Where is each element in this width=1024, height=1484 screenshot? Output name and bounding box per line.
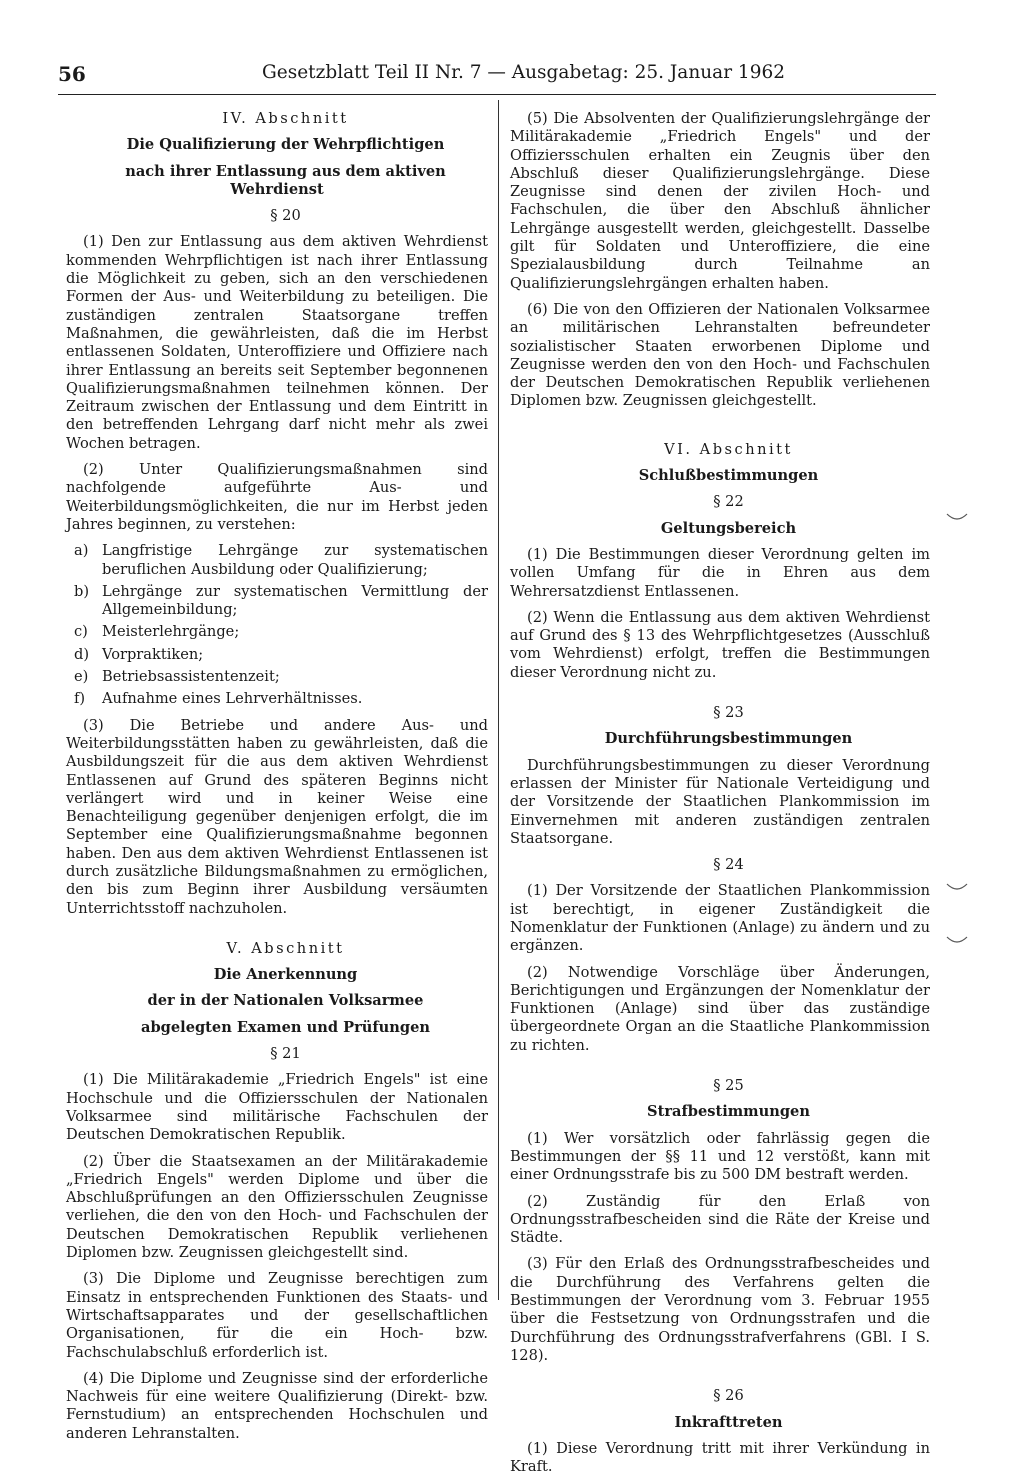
- list-marker: a): [74, 542, 89, 560]
- list-item: [66, 583, 488, 620]
- margin-mark-icon: [946, 935, 968, 945]
- page-number: 56: [58, 62, 86, 86]
- paragraph-text: (2) Notwendige Vorschläge über Änderungen, Berichtigungen und Ergänzungen der Nomenklatur der Funktionen (Anlage) sind über das zuständige übergeordnete Organ an die Staatliche Plankommission zu richten.: [510, 963, 930, 1054]
- section-heading: V. Abschnitt: [226, 939, 345, 957]
- paragraph-text: (3) Die Betriebe und andere Aus- und Weiterbildungsstätten haben zu gewährleisten, daß die Ausbildungszeit für die aus dem aktiven Wehrdienst Entlassenen auf Grund des späteren Beginns nicht verlängert wird und in keiner Weise eine Benachteiligung gegenüber denjenigen erfolgt, die im September eine Qualifizierungsmaßnahme begonnen haben. Den aus dem aktiven Wehrdienst Entlassenen ist durch zusätzliche Bildungsmaßnahmen zu ermöglichen, den bis zum Beginn ihrer Ausbildung versäumten Unterrichtsstoff nachzuholen.: [66, 716, 488, 917]
- enumeration-list: [66, 542, 488, 708]
- section-heading: VI. Abschnitt: [664, 440, 793, 458]
- paragraph-text: (3) Die Diplome und Zeugnisse berechtigen zum Einsatz in entsprechenden Funktionen des Staats- und Wirtschaftsapparates und der gesellschaftlichen Organisationen, für die ein Hoch- bzw. Fachschulabschluß erforderlich ist.: [66, 1270, 488, 1361]
- paragraph-text: (2) Über die Staatsexamen an der Militärakademie „Friedrich Engels" werden Diplome und über die Abschlußprüfungen an den Offiziersschulen Zeugnisse verliehen, die den von den Hoch- und Fachschulen der Deutschen Demokratischen Republik verliehenen Diplomen bzw. Zeugnissen gleichgestellt sind.: [66, 1152, 488, 1262]
- right-column: [510, 110, 930, 1484]
- spacer: [510, 1063, 930, 1077]
- paragraph-text: (1) Die Bestimmungen dieser Verordnung gelten im vollen Umfang für die in Ehren aus dem Wehrersatzdienst Entlassenen.: [510, 545, 930, 600]
- header-title: Gesetzblatt Teil II Nr. 7 — Ausgabetag: 25. Januar 1962: [262, 62, 786, 83]
- spacer: [66, 926, 488, 940]
- paragraph-text: (5) Die Absolventen der Qualifizierungslehrgänge der Militärakademie „Friedrich Engels" und der Offiziersschulen erhalten ein Zeugnis über den Abschluß dieser Qualifizierungslehrgänge. Diese Zeugnisse sind denen der zivilen Hoch- und Fachschulen, die über den Abschluß ähnlicher Lehrgänge ausgestellt werden, gleichgestellt. Dasselbe gilt für Soldaten und Unteroffiziere, die eine Spezialausbildung durch Teilnahme an Qualifizierungslehrgängen erhalten haben.: [510, 110, 930, 292]
- paragraph-title: Geltungsbereich: [660, 519, 797, 537]
- paragraph-text: (1) Der Vorsitzende der Staatlichen Plankommission ist berechtigt, in eigener Zuständigkeit die Nomenklatur der Funktionen (Anlage) zu ändern und zu ergänzen.: [510, 882, 930, 955]
- paragraph-number: § 25: [713, 1077, 744, 1095]
- paragraph-number: § 20: [270, 207, 301, 225]
- column-divider: [498, 100, 499, 1300]
- paragraph-text: (1) Diese Verordnung tritt mit ihrer Verkündung in Kraft.: [510, 1439, 930, 1476]
- list-text: Lehrgänge zur systematischen Vermittlung der Allgemeinbildung;: [102, 582, 488, 619]
- list-text: Langfristige Lehrgänge zur systematischen beruflichen Ausbildung oder Qualifizierung;: [102, 542, 488, 578]
- list-item: [66, 690, 488, 708]
- paragraph-text: (6) Die von den Offizieren der Nationalen Volksarmee an militärischen Lehranstalten befreundeter sozialistischer Staaten erworbenen Diplome und Zeugnisse werden den von den Hoch- und Fachschulen der Deutschen Demokratischen Republik verliehenen Diplomen bzw. Zeugnissen gleichgestellt.: [510, 300, 930, 410]
- section-heading: IV. Abschnitt: [222, 110, 349, 127]
- paragraph-title: Strafbestimmungen: [647, 1103, 810, 1121]
- paragraph-title: Durchführungsbestimmungen: [604, 730, 853, 748]
- section-title: nach ihrer Entlassung aus dem aktiven Wehrdienst: [125, 162, 446, 198]
- margin-mark-icon: [946, 512, 968, 522]
- list-item: [66, 646, 488, 664]
- paragraph-text: (1) Den zur Entlassung aus dem aktiven Wehrdienst kommenden Wehrpflichtigen ist nach ihrer Entlassung die Möglichkeit zu geben, sich an den verschiedenen Formen der Aus- und Weiterbildung zu beteiligen. Die zuständigen zentralen Staatsorgane treffen Maßnahmen, die gewährleisten, daß die im Herbst entlassenen Soldaten, Unteroffiziere und Offiziere nach ihrer Entlassung an bereits seit September begonnenen Qualifizierungsmaßnahmen teilnehmen können. Der Zeitraum zwischen der Entlassung und dem Eintritt in den betreffenden Lehrgang darf nicht mehr als zwei Wochen betragen.: [66, 233, 488, 452]
- paragraph-text: Durchführungsbestimmungen zu dieser Verordnung erlassen der Minister für Nationale Verteidigung und der Vorsitzende der Staatlichen Plankommission im Einvernehmen mit anderen zuständigen zentralen Staatsorgane.: [510, 756, 930, 847]
- list-marker: d): [74, 645, 90, 663]
- section-title: abgelegten Examen und Prüfungen: [141, 1018, 430, 1036]
- paragraph-text: (2) Unter Qualifizierungsmaßnahmen sind nachfolgende aufgeführte Aus- und Weiterbildungsmöglichkeiten, die nur im Herbst jeden Jahres beginnen, zu verstehen:: [66, 461, 488, 533]
- list-item: [66, 542, 488, 579]
- spacer: [510, 1373, 930, 1387]
- paragraph-text: (1) Die Militärakademie „Friedrich Engels" ist eine Hochschule und die Offiziersschulen der Nationalen Volksarmee sind militärische Fachschulen der Deutschen Demokratischen Republik.: [66, 1071, 488, 1144]
- list-marker: b): [74, 582, 90, 600]
- list-marker: e): [74, 668, 89, 686]
- left-column: [66, 110, 488, 1451]
- paragraph-number: § 22: [713, 493, 744, 511]
- paragraph-text: (2) Zuständig für den Erlaß von Ordnungsstrafbescheiden sind die Räte der Kreise und Städte.: [510, 1192, 930, 1247]
- list-item: [66, 623, 488, 641]
- header-rule: [58, 94, 936, 95]
- paragraph-text: (2) Wenn die Entlassung aus dem aktiven Wehrdienst auf Grund des § 13 des Wehrpflichtgesetzes (Ausschluß vom Wehrdienst) erfolgt, treffen die Bestimmungen dieser Verordnung nicht zu.: [510, 608, 930, 681]
- list-text: Betriebsassistentenzeit;: [102, 668, 280, 686]
- page-header: [58, 62, 928, 92]
- list-marker: f): [74, 690, 86, 708]
- paragraph-text: (4) Die Diplome und Zeugnisse sind der erforderliche Nachweis für eine weitere Qualifizierung (Direkt- bzw. Fernstudium) an entsprechenden Hochschulen und anderen Lehranstalten.: [66, 1369, 488, 1442]
- paragraph-number: § 21: [270, 1045, 301, 1063]
- section-title: Die Anerkennung: [213, 966, 358, 984]
- margin-mark-icon: [946, 882, 968, 892]
- paragraph-title: Inkrafttreten: [674, 1413, 783, 1431]
- list-text: Vorpraktiken;: [102, 645, 204, 663]
- paragraph-number: § 26: [713, 1387, 744, 1405]
- list-text: Aufnahme eines Lehrverhältnisses.: [102, 690, 363, 708]
- spacer: [510, 690, 930, 704]
- paragraph-text: (3) Für den Erlaß des Ordnungsstrafbescheides und die Durchführung des Verfahrens gelten die Bestimmungen der Verordnung vom 3. Februar 1955 über die Festsetzung von Ordnungsstrafen und die Durchführung des Ordnungsstrafverfahrens (GBl. I S. 128).: [510, 1255, 930, 1364]
- list-marker: c): [74, 623, 88, 641]
- spacer: [510, 419, 930, 441]
- section-title: Schlußbestimmungen: [638, 467, 819, 485]
- paragraph-number: § 23: [713, 704, 744, 722]
- list-item: [66, 668, 488, 686]
- paragraph-text: (1) Wer vorsätzlich oder fahrlässig gegen die Bestimmungen der §§ 11 und 12 verstößt, kann mit einer Ordnungsstrafe bis zu 500 DM bestraft werden.: [510, 1129, 930, 1184]
- list-text: Meisterlehrgänge;: [102, 623, 240, 641]
- section-title: Die Qualifizierung der Wehrpflichtigen: [126, 136, 445, 154]
- paragraph-number: § 24: [713, 856, 744, 874]
- section-title: der in der Nationalen Volksarmee: [147, 992, 424, 1010]
